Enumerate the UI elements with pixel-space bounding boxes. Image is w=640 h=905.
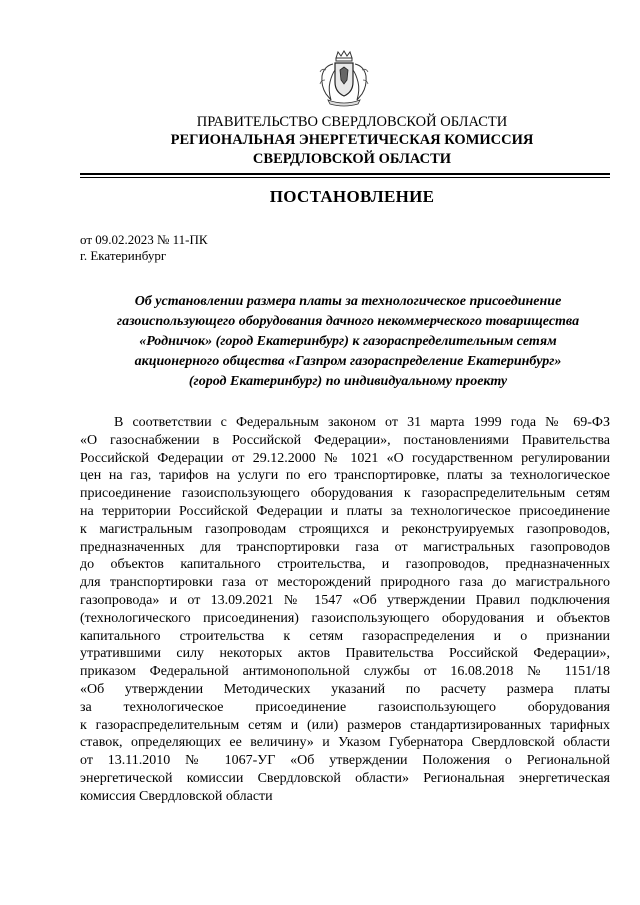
document-date-number: от 09.02.2023 № 11-ПК (80, 232, 208, 247)
body-line: от 13.11.2010 № 1067-УГ «Об утверждении Положения о Региональной (80, 753, 610, 769)
body-line: к газораспределительным сетям и (или) размеров стандартизированных тарифных (80, 717, 610, 733)
body-line: для транспортировки газа от месторождений природного газа до магистрального (80, 575, 610, 591)
body-line: на территории Российской Федерации и платы за технологическое присоединение (80, 503, 610, 519)
body-line: предназначенных для транспортировки газа от магистральных газопроводов (80, 539, 610, 555)
body-line: за технологическое присоединение газоиспользующего оборудования (80, 699, 610, 715)
body-line: приказом Федеральной антимонопольной службы от 16.08.2018 № 1151/18 (80, 664, 610, 680)
body-line: присоединение газоиспользующего оборудования к газораспределительным сетям (80, 486, 610, 502)
body-line: «Об утверждении Методических указаний по расчету размера платы (80, 681, 610, 697)
body-line: цен на газ, тарифов на услуги по его транспортировке, платы за технологическое (80, 468, 610, 484)
body-line: утратившими силу некоторых актов Правительства Российской Федерации», (80, 646, 610, 662)
header-rule-thick (80, 173, 610, 175)
body-line: «О газоснабжении в Российской Федерации», постановлениями Правительства (80, 432, 610, 448)
body-line: ставок, определяющих ее величину» и Указом Губернатора Свердловской области (80, 735, 610, 751)
coat-of-arms-icon (316, 50, 372, 108)
document-body (80, 414, 610, 806)
body-line: комиссия Свердловской области (80, 788, 273, 804)
body-line: (технологического присоединения) газоиспользующего оборудования и объектов (80, 610, 610, 626)
body-line: капитального строительства к сетям газораспределения и о признании (80, 628, 610, 644)
body-line: к магистральным газопроводам строящихся и реконструируемых газопроводов, (80, 521, 610, 537)
body-line: В соответствии с Федеральным законом от 31 марта 1999 года № 69-ФЗ (114, 415, 610, 430)
subject-line: Об установлении размера платы за технологическое присоединение (134, 294, 562, 309)
commission-name: РЕГИОНАЛЬНАЯ ЭНЕРГЕТИЧЕСКАЯ КОМИССИЯ (170, 132, 534, 148)
body-line: до объектов капитального строительства, и газопроводов, предназначенных (80, 557, 610, 573)
document-subject (108, 292, 588, 392)
header-rule-thin (80, 177, 610, 178)
government-name: ПРАВИТЕЛЬСТВО СВЕРДЛОВСКОЙ ОБЛАСТИ (196, 114, 508, 130)
document-city: г. Екатеринбург (80, 248, 167, 263)
body-line: газопровода» и от 13.09.2021 № 1547 «Об утверждении Правил подключения (80, 592, 610, 608)
subject-line: газоиспользующего оборудования дачного некоммерческого товарищества (116, 314, 580, 329)
region-name: СВЕРДЛОВСКОЙ ОБЛАСТИ (252, 151, 452, 167)
subject-line: (город Екатеринбург) по индивидуальному проекту (188, 374, 508, 389)
document-title: ПОСТАНОВЛЕНИЕ (269, 187, 435, 206)
body-line: энергетической комиссии Свердловской области» Региональная энергетическая (80, 770, 610, 786)
subject-line: акционерного общества «Газпром газораспределение Екатеринбург» (134, 354, 562, 369)
body-line: Российской Федерации от 29.12.2000 № 1021 «О государственном регулировании (80, 450, 610, 466)
subject-line: «Родничок» (город Екатеринбург) к газораспределительным сетям (139, 334, 557, 349)
